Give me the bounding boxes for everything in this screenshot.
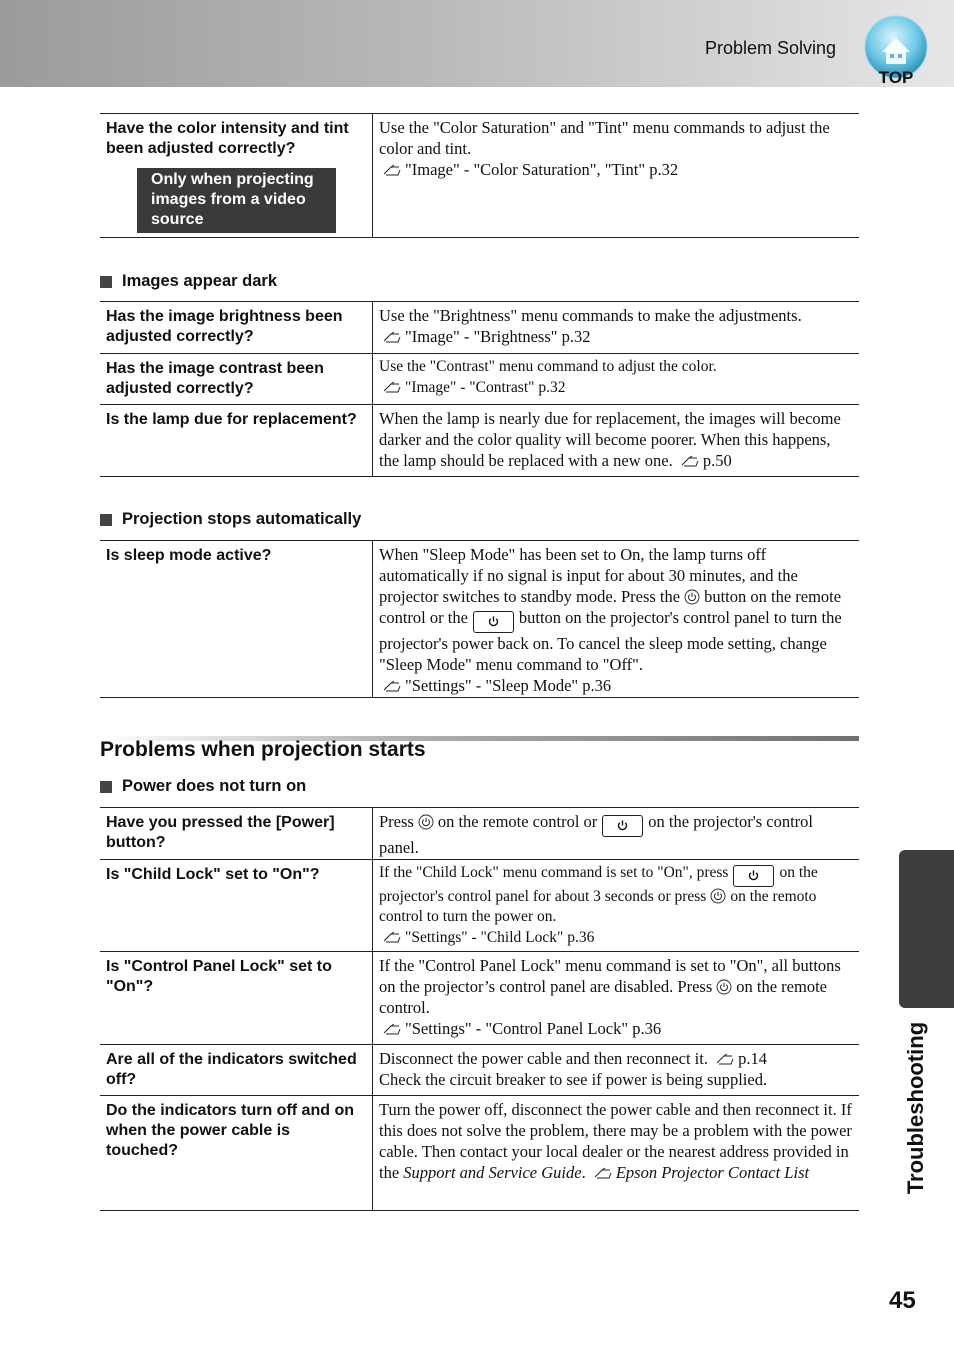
remote-power-icon <box>684 589 700 605</box>
page-number: 45 <box>889 1287 916 1314</box>
header-title: Problem Solving <box>705 38 837 58</box>
question-cell: Are all of the indicators switched off? <box>100 1045 373 1095</box>
square-bullet-icon <box>100 781 112 793</box>
reference-text[interactable]: p.14 <box>738 1049 767 1068</box>
subheading-text: Power does not turn on <box>122 777 307 795</box>
square-bullet-icon <box>100 514 112 526</box>
question-cell: Has the image contrast been adjusted correctly? <box>100 354 373 404</box>
reference-text[interactable]: "Settings" - "Child Lock" p.36 <box>405 928 595 946</box>
reference-text[interactable]: "Image" - "Contrast" p.32 <box>405 378 566 396</box>
answer-cell <box>373 354 859 404</box>
table-row <box>100 952 859 1045</box>
table-row <box>100 860 859 952</box>
subheading-text: Images appear dark <box>122 272 277 290</box>
answer-cell <box>373 1045 859 1095</box>
subheading-images-dark <box>100 272 277 291</box>
answer-cell <box>373 860 859 951</box>
reference-text[interactable]: "Settings" - "Sleep Mode" p.36 <box>405 675 612 695</box>
answer-text: Use the "Contrast" menu command to adjust the color. <box>379 358 717 375</box>
answer-cell <box>373 302 859 353</box>
top-home-icon <box>862 14 930 88</box>
answer-text: If the "Control Panel Lock" menu command is set to "On", all buttons on the projector’s control panel are disabled. Press <box>379 956 841 996</box>
answer-text: . <box>581 1163 586 1182</box>
answer-text: Use the "Brightness" menu commands to make the adjustments. <box>379 306 802 325</box>
table-stops <box>100 540 859 698</box>
reference-text[interactable]: p.50 <box>702 451 732 470</box>
panel-power-button-icon <box>602 815 643 837</box>
question-cell: Is the lamp due for replacement? <box>100 405 373 476</box>
answer-text: Check the circuit breaker to see if power is being supplied. <box>379 1070 768 1089</box>
panel-power-button-icon <box>733 865 774 887</box>
side-tab-label: Troubleshooting <box>903 1021 928 1195</box>
answer-text: Disconnect the power cable and then reconnect it. <box>379 1049 708 1068</box>
answer-text: When the lamp is nearly due for replacement, the images will become darker and the color quality will become poorer. When this happens, the lamp should be replaced with a new one. <box>379 409 841 470</box>
answer-text: Use the "Color Saturation" and "Tint" menu commands to adjust the color and tint. <box>379 118 830 158</box>
table-dark <box>100 301 859 477</box>
question-text: Have the color intensity and tint been adjusted correctly? <box>106 120 349 157</box>
table-row <box>100 354 859 405</box>
reference-icon <box>383 676 401 688</box>
panel-power-button-icon <box>473 611 514 633</box>
remote-power-icon <box>716 979 732 995</box>
question-cell: Do the indicators turn off and on when the power cable is touched? <box>100 1096 373 1210</box>
remote-power-icon <box>418 814 434 830</box>
answer-text: on the projector's control panel. <box>379 812 814 857</box>
reference-icon <box>716 1049 734 1061</box>
answer-text: When "Sleep Mode" has been set to On, the lamp turns off automatically if no signal is input for about 30 minutes, and the projector switches to standby mode. Press the <box>379 545 798 606</box>
answer-text: Press <box>379 812 414 831</box>
table-row <box>100 541 859 698</box>
table-row <box>100 1045 859 1096</box>
answer-text: button on the remote control or the <box>379 587 842 627</box>
table-row <box>100 302 859 354</box>
table-row <box>100 808 859 860</box>
reference-text[interactable]: "Settings" - "Control Panel Lock" p.36 <box>405 1019 662 1038</box>
question-cell: Is "Child Lock" set to "On"? <box>100 860 373 951</box>
question-cell: Is "Control Panel Lock" set to "On"? <box>100 952 373 1044</box>
reference-icon <box>383 327 401 339</box>
reference-text[interactable]: Epson Projector Contact List <box>615 1163 810 1182</box>
subheading-power <box>100 777 306 796</box>
top-button[interactable] <box>862 14 930 88</box>
answer-cell <box>373 952 859 1044</box>
answer-text: on the projector's control panel for about 3 seconds or press <box>379 864 818 905</box>
reference-icon <box>383 379 401 391</box>
answer-cell <box>373 808 859 859</box>
answer-text: button on the projector's control panel to turn the projector's power back on. To cancel the sleep mode setting, change "Sleep Mode" menu command to "Off". <box>379 608 842 674</box>
answer-cell <box>373 1096 859 1210</box>
table-color <box>100 113 859 238</box>
remote-power-icon <box>710 888 726 904</box>
answer-cell <box>373 114 859 237</box>
reference-icon <box>681 451 699 463</box>
subheading-text: Projection stops automatically <box>122 510 362 528</box>
answer-text: on the remoto control to turn the power on. <box>379 887 817 925</box>
reference-text[interactable]: "Image" - "Brightness" p.32 <box>405 327 591 346</box>
answer-text: Turn the power off, disconnect the power cable and then reconnect it. If this does not solve the problem, there may be a problem with the power cable. Then contact your local dealer or the nearest address provided in the <box>379 1100 852 1182</box>
answer-text: If the "Child Lock" menu command is set to "On", press <box>379 864 729 881</box>
table-power <box>100 807 859 1211</box>
reference-icon <box>594 1163 612 1175</box>
guide-title: Support and Service Guide <box>403 1163 582 1182</box>
table-row <box>100 1096 859 1211</box>
subheading-projection-stops <box>100 510 361 529</box>
reference-icon <box>383 1019 401 1031</box>
table-row <box>100 405 859 477</box>
reference-icon <box>383 160 401 172</box>
table-row <box>100 114 859 238</box>
top-label: TOP <box>878 68 914 87</box>
answer-cell <box>373 541 859 697</box>
question-cell: Has the image brightness been adjusted correctly? <box>100 302 373 353</box>
question-cell <box>100 114 373 237</box>
video-source-badge: Only when projecting images from a video source <box>137 168 336 233</box>
section-title: Problems when projection starts <box>100 738 426 761</box>
answer-cell <box>373 405 859 476</box>
square-bullet-icon <box>100 276 112 288</box>
question-cell: Have you pressed the [Power] button? <box>100 808 373 859</box>
answer-text: on the remote control or <box>437 812 598 831</box>
answer-text: on the remote control. <box>379 977 827 1017</box>
reference-icon <box>383 929 401 941</box>
question-cell: Is sleep mode active? <box>100 541 373 697</box>
reference-text[interactable]: "Image" - "Color Saturation", "Tint" p.32 <box>405 160 679 179</box>
